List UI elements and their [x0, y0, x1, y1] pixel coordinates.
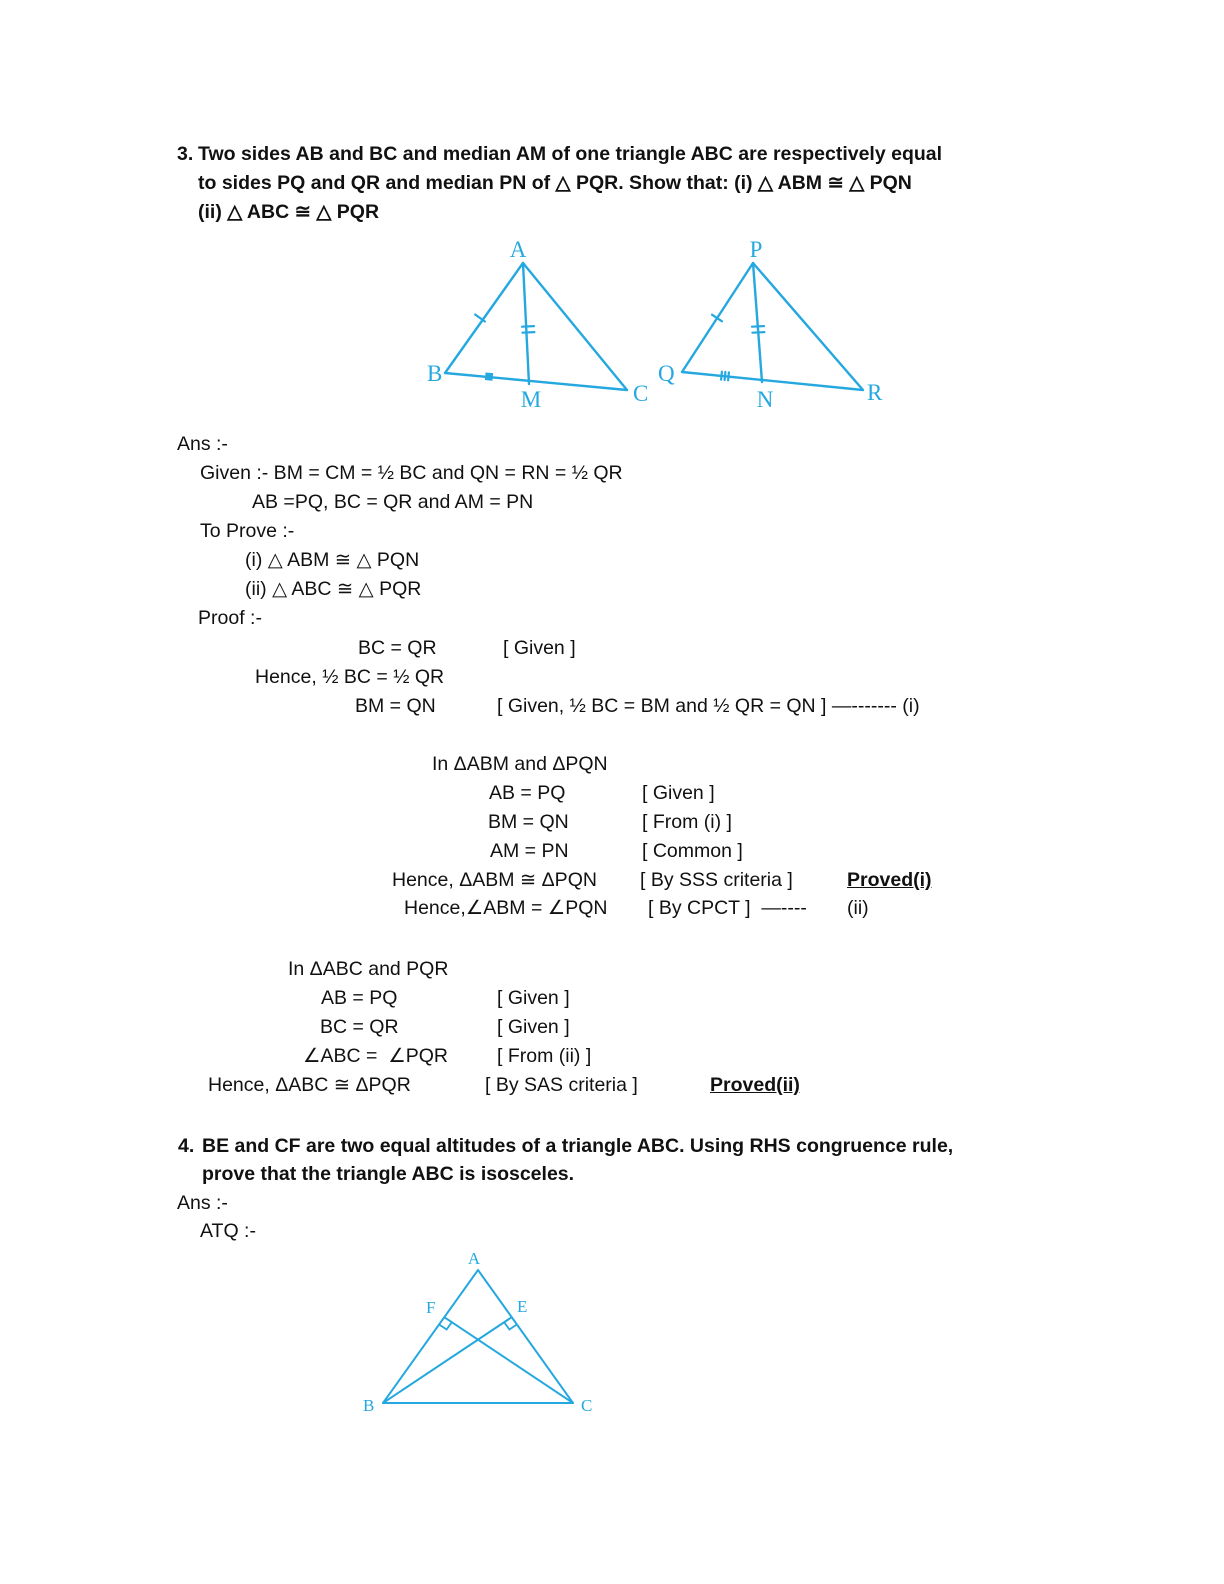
ans3-given-line-2: AB =PQ, BC = QR and AM = PN [252, 491, 534, 513]
block3-row1-reason: [ Given ] [497, 987, 570, 1009]
block2-row2-equation: BM = QN [488, 811, 569, 833]
median-am-line [523, 263, 529, 384]
ans4-atq-label: ATQ :- [200, 1220, 256, 1242]
block2-row5-reason: [ By CPCT ] —---- [648, 897, 807, 919]
block3-row4-reason: [ By SAS criteria ] [485, 1074, 638, 1096]
proof-step2-equation: Hence, ½ BC = ½ QR [255, 666, 445, 688]
block2-row3-reason: [ Common ] [642, 840, 743, 862]
block2-row4-reason: [ By SSS criteria ] [640, 869, 793, 891]
proved-i-tag: Proved(i) [847, 869, 932, 891]
vertex-label-c: C [581, 1396, 593, 1415]
vertex-label-a: A [467, 1249, 481, 1268]
proof-block3-heading: In ΔABC and PQR [288, 958, 449, 980]
tick-am-2 [522, 332, 534, 333]
block2-row2-reason: [ From (i) ] [642, 811, 732, 833]
block3-row1-equation: AB = PQ [321, 987, 398, 1009]
vertex-label-b: B [427, 361, 443, 386]
proved-ii-tag: Proved(ii) [710, 1074, 800, 1096]
tick-am-1 [522, 326, 534, 327]
vertex-label-p: P [749, 237, 763, 262]
ans3-proof-label: Proof :- [198, 607, 262, 629]
midpoint-label-m: M [520, 387, 542, 412]
mark-qn-2 [725, 372, 726, 380]
block2-row1-equation: AB = PQ [489, 782, 566, 804]
mark-qn-3 [728, 372, 729, 380]
foot-label-e: E [517, 1297, 528, 1316]
tick-pn-2 [752, 332, 764, 333]
mark-qn-1 [721, 372, 722, 380]
tick-pn-1 [752, 326, 764, 327]
diagram-triangles-abc-pqr [375, 230, 895, 415]
midpoint-label-n: N [756, 387, 774, 412]
q3-text-line-3: (ii) △ ABC ≅ △ PQR [198, 201, 380, 223]
block3-row3-reason: [ From (ii) ] [497, 1045, 592, 1067]
vertex-label-b: B [363, 1396, 375, 1415]
ans3-given-line-1: Given :- BM = CM = ½ BC and QN = RN = ½ QR [200, 462, 623, 484]
q4-text-line-2: prove that the triangle ABC is isosceles. [202, 1163, 575, 1185]
altitude-be-line [383, 1317, 512, 1403]
ans3-to-prove-ii: (ii) △ ABC ≅ △ PQR [245, 578, 422, 600]
block3-row3-equation: ∠ABC = ∠PQR [303, 1045, 448, 1067]
ans4-label: Ans :- [177, 1192, 228, 1214]
block2-row1-reason: [ Given ] [642, 782, 715, 804]
triangle-abc-outline [445, 263, 627, 390]
proof-step3-reason: [ Given, ½ BC = BM and ½ QR = QN ] —------- (i) [497, 695, 920, 717]
block3-row4-equation: Hence, ΔABC ≅ ΔPQR [208, 1074, 411, 1096]
block2-row5-tag: (ii) [847, 897, 869, 919]
block2-row4-equation: Hence, ΔABM ≅ ΔPQN [392, 869, 597, 891]
block2-row5-equation: Hence,∠ABM = ∠PQN [404, 897, 608, 919]
mark-bm [485, 372, 493, 380]
block3-row2-reason: [ Given ] [497, 1016, 570, 1038]
q3-text-line-2: to sides PQ and QR and median PN of △ PQR. Show that: (i) △ ABM ≅ △ PQN [198, 172, 912, 194]
foot-label-f: F [426, 1298, 436, 1317]
ans3-label: Ans :- [177, 433, 228, 455]
ans3-to-prove-label: To Prove :- [200, 520, 295, 542]
vertex-label-c: C [633, 381, 649, 406]
median-pn-line [753, 263, 762, 382]
triangle-pqr-outline [682, 263, 863, 390]
proof-step3-equation: BM = QN [355, 695, 436, 717]
vertex-label-q: Q [658, 361, 675, 386]
q4-text-line-1: BE and CF are two equal altitudes of a triangle ABC. Using RHS congruence rule, [202, 1135, 954, 1157]
diagram-triangle-abc-altitudes [350, 1240, 650, 1420]
block2-row3-equation: AM = PN [490, 840, 569, 862]
q3-text-line-1: Two sides AB and BC and median AM of one triangle ABC are respectively equal [198, 143, 943, 165]
vertex-label-r: R [867, 380, 883, 405]
q4-number: 4. [178, 1135, 195, 1157]
vertex-label-a: A [509, 237, 527, 262]
ans3-to-prove-i: (i) △ ABM ≅ △ PQN [245, 549, 420, 571]
proof-block2-heading: In ΔABM and ΔPQN [432, 753, 608, 775]
q3-number: 3. [177, 143, 194, 165]
proof-step1-equation: BC = QR [358, 637, 437, 659]
block3-row2-equation: BC = QR [320, 1016, 399, 1038]
proof-step1-reason: [ Given ] [503, 637, 576, 659]
altitude-cf-line [444, 1317, 573, 1403]
